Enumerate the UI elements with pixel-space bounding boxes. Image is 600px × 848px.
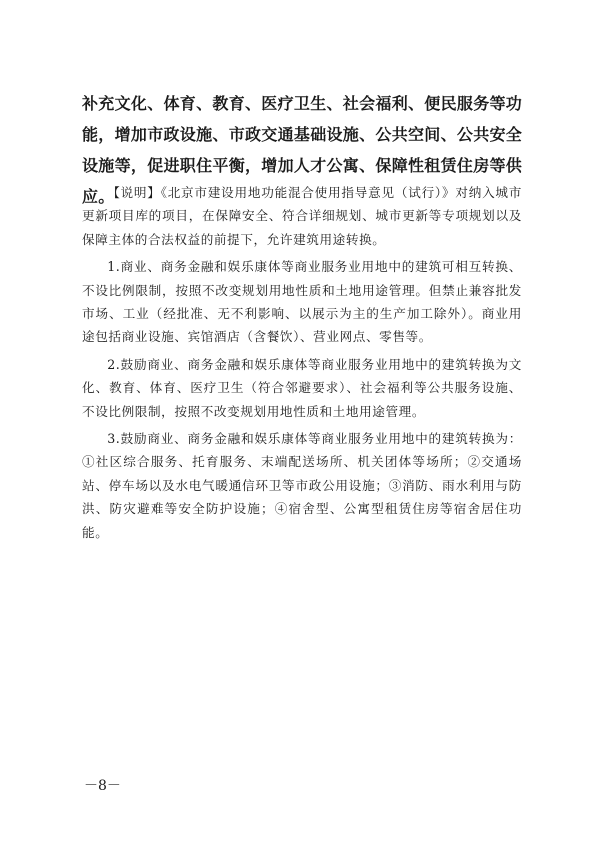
note-item-1: 1.商业、商务金融和娱乐康体等商业服务业用地中的建筑可相互转换、不设比例限制，按照不改变规划用地性质和土地用途管理。但禁止兼容批发市场、工业（经批准、无不利影响、以展示为主的生产加工除外）。商业用途包括商业设施、宾馆酒店（含餐饮）、营业网点、零售等。 — [82, 259, 522, 345]
page-number: －8－ — [84, 778, 121, 794]
note-item-3: 3.鼓励商业、商务金融和娱乐康体等商业服务业用地中的建筑转换为：①社区综合服务、托育服务、末端配送场所、机关团体等场所；②交通场站、停车场以及水电气暖通信环卫等市政公用设施；③消防、雨水利用与防洪、防灾避难等安全防护设施；④宿舍型、公寓型租赁住房等宿舍居住功能。 — [82, 431, 522, 540]
note-item-2: 2.鼓励商业、商务金融和娱乐康体等商业服务业用地中的建筑转换为文化、教育、体育、医疗卫生（符合邻避要求）、社会福利等公共服务设施、不设比例限制，按照不改变规划用地性质和土地用途管理。 — [82, 356, 522, 419]
main-paragraph: 补充文化、体育、教育、医疗卫生、社会福利、便民服务等功能，增加市政设施、市政交通基础设施、公共空间、公共安全设施等，促进职住平衡，增加人才公寓、保障性租赁住房等供应。 — [82, 94, 522, 206]
note-section — [82, 181, 522, 544]
note-intro-paragraph: 【说明】《北京市建设用地功能混合使用指导意见（试行）》对纳入城市更新项目库的项目，在保障安全、符合详细规划、城市更新等专项规划以及保障主体的合法权益的前提下，允许建筑用途转换。 — [82, 185, 522, 247]
